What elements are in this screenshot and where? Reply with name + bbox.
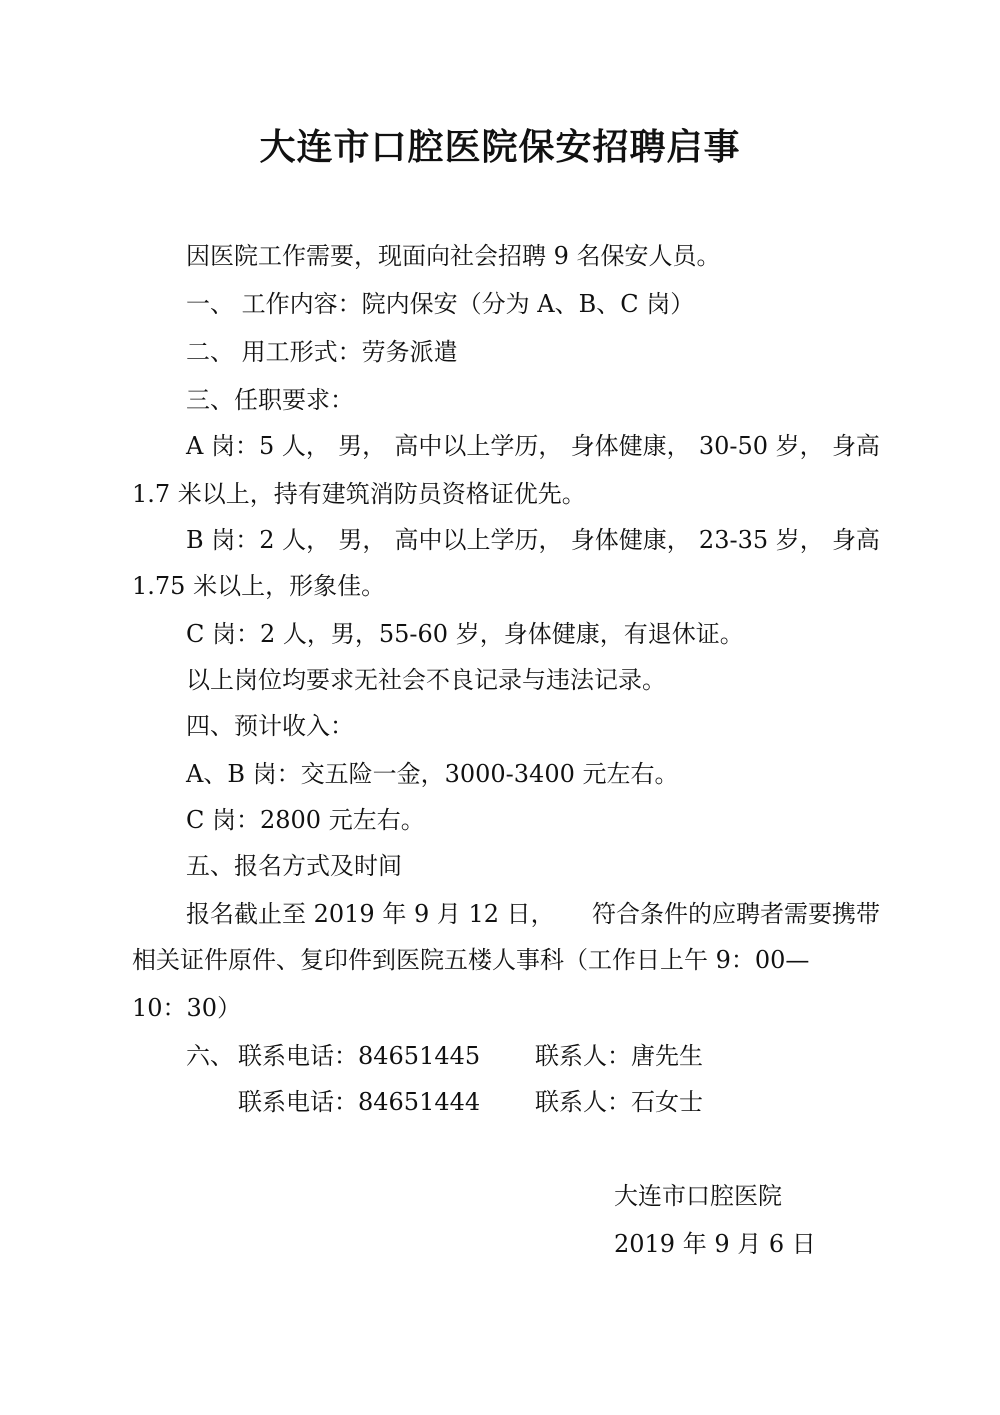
- section-requirements-heading: 三、任职要求：: [186, 386, 354, 414]
- section-income-heading: 四、预计收入：: [186, 712, 354, 740]
- section-signup-heading: 五、报名方式及时间: [186, 852, 402, 880]
- post-a-line-1: A 岗：5 人， 男， 高中以上学历， 身体健康， 30-50 岁， 身高: [186, 432, 880, 460]
- contact-phone-1: 联系电话：84651445: [238, 1042, 481, 1070]
- section-employment-type: 二、 用工形式：劳务派遣: [186, 338, 458, 366]
- post-b-line-2: 1.75 米以上，形象佳。: [132, 572, 386, 600]
- intro-paragraph: 因医院工作需要，现面向社会招聘 9 名保安人员。: [186, 242, 721, 270]
- signature-org: 大连市口腔医院: [614, 1182, 782, 1210]
- document-title: 大连市口腔医院保安招聘启事: [259, 127, 741, 168]
- signup-line-1: 报名截止至 2019 年 9 月 12 日， 符合条件的应聘者需要携带: [186, 900, 880, 928]
- contact-person-2: 联系人：石女士: [535, 1088, 703, 1116]
- requirement-note: 以上岗位均要求无社会不良记录与违法记录。: [186, 666, 666, 694]
- signature-date: 2019 年 9 月 6 日: [614, 1230, 816, 1258]
- signup-line-2: 相关证件原件、复印件到医院五楼人事科（工作日上午 9：00—: [132, 946, 810, 974]
- signup-line-3: 10：30）: [132, 994, 242, 1022]
- post-a-line-2: 1.7 米以上，持有建筑消防员资格证优先。: [132, 480, 586, 508]
- contact-prefix: 六、: [186, 1042, 234, 1070]
- post-c-line: C 岗：2 人，男，55-60 岁，身体健康，有退休证。: [186, 620, 744, 648]
- income-ab: A、B 岗：交五险一金，3000-3400 元左右。: [186, 760, 679, 788]
- contact-person-1: 联系人：唐先生: [535, 1042, 703, 1070]
- income-c: C 岗：2800 元左右。: [186, 806, 425, 834]
- section-job-content: 一、 工作内容：院内保安（分为 A、B、C 岗）: [186, 290, 695, 318]
- post-b-line-1: B 岗：2 人， 男， 高中以上学历， 身体健康， 23-35 岁， 身高: [186, 526, 880, 554]
- contact-phone-2: 联系电话：84651444: [238, 1088, 481, 1116]
